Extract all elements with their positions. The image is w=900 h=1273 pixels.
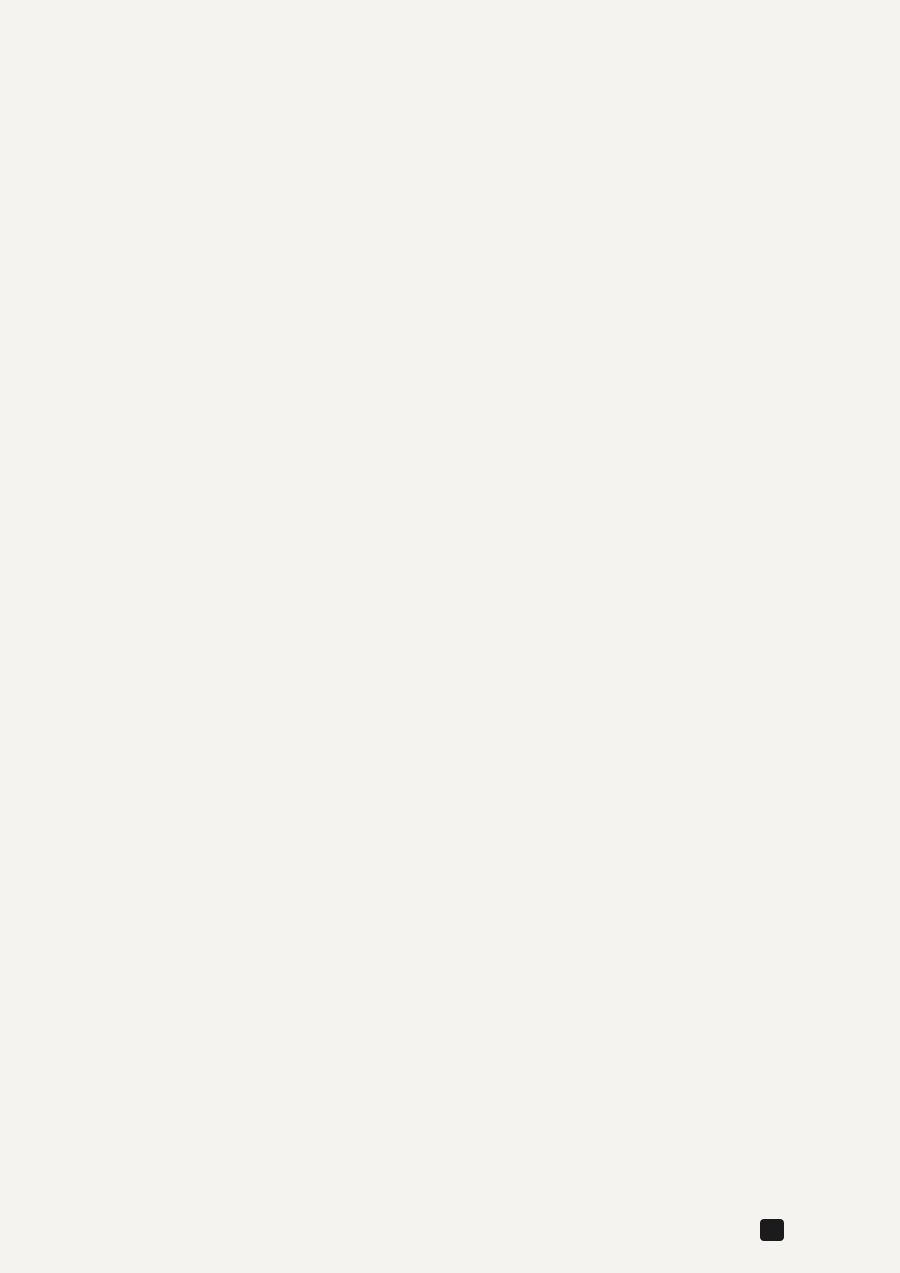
scanner-logo-icon <box>760 1219 784 1241</box>
scanner-watermark <box>760 1217 890 1261</box>
